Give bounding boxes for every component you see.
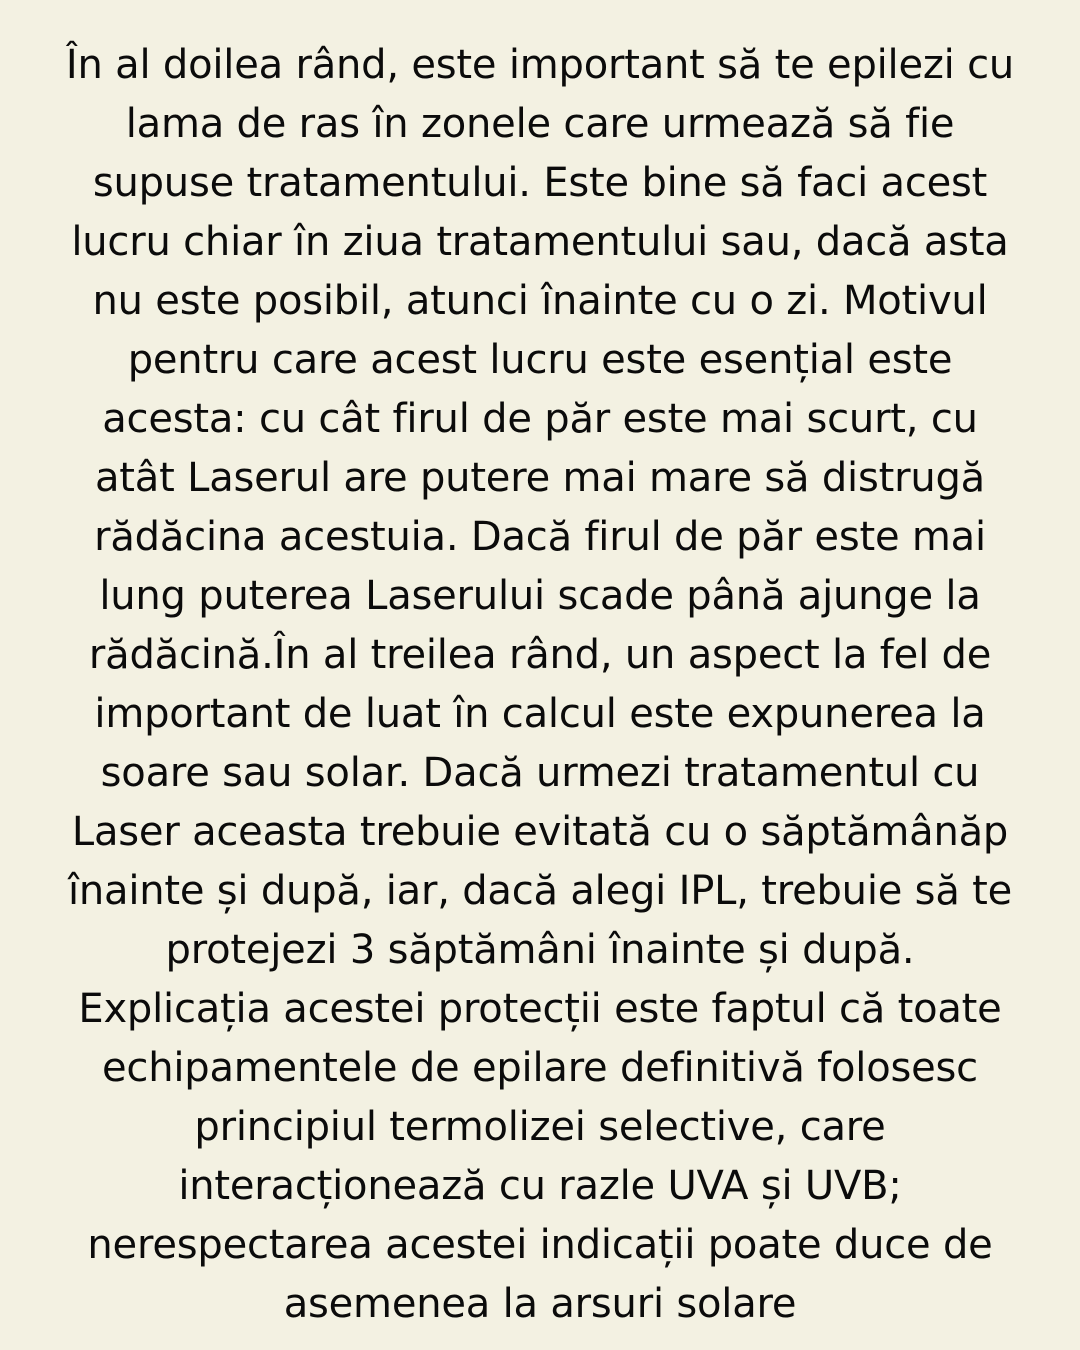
text-line: atât Laserul are putere mai mare să distrugă: [95, 455, 985, 501]
text-line: echipamentele de epilare definitivă folosesc: [102, 1045, 978, 1091]
text-line: nu este posibil, atunci înainte cu o zi. Motivul: [92, 278, 988, 324]
text-line: înainte și după, iar, dacă alegi IPL, trebuie să te: [67, 868, 1013, 914]
text-line: lucru chiar în ziua tratamentului sau, dacă asta: [71, 219, 1009, 265]
text-line: Laser aceasta trebuie evitată cu o săptămânăp: [71, 809, 1009, 855]
text-line: important de luat în calcul este expunerea la: [94, 691, 986, 737]
text-line: acesta: cu cât firul de păr este mai scurt, cu: [102, 396, 978, 442]
text-line: supuse tratamentului. Este bine să faci acest: [92, 160, 988, 206]
text-line: interacționează cu razle UVA și UVB;: [178, 1163, 902, 1209]
text-line: rădăcină.În al treilea rând, un aspect la fel de: [88, 632, 992, 678]
text-line: soare sau solar. Dacă urmezi tratamentul cu: [100, 750, 980, 796]
text-line: În al doilea rând, este important să te epilezi cu: [65, 42, 1015, 88]
text-line: principiul termolizei selective, care: [194, 1104, 886, 1150]
text-line: rădăcina acestuia. Dacă firul de păr este mai: [94, 514, 986, 560]
text-line: lung puterea Laserului scade până ajunge la: [99, 573, 981, 619]
text-line: Explicația acestei protecții este faptul că toate: [78, 986, 1002, 1032]
text-line: protejezi 3 săptămâni înainte și după.: [165, 927, 915, 973]
body-paragraph: [0, 36, 1080, 1334]
text-line: asemenea la arsuri solare: [283, 1281, 797, 1327]
text-line: lama de ras în zonele care urmează să fie: [125, 101, 955, 147]
text-line: pentru care acest lucru este esențial este: [127, 337, 953, 383]
text-line: nerespectarea acestei indicații poate duce de: [87, 1222, 993, 1268]
